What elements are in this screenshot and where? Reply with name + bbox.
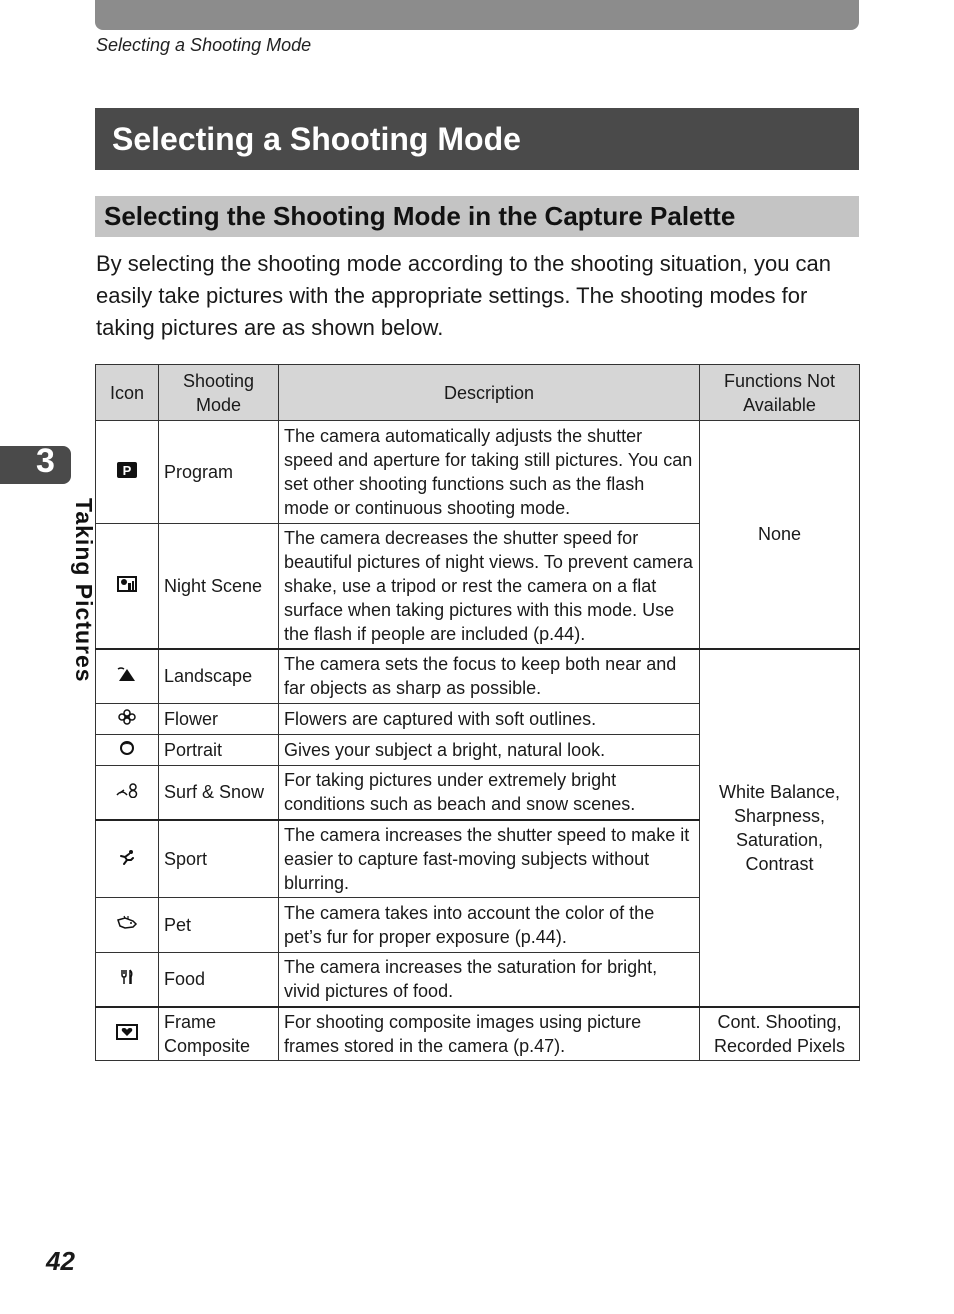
functions-not-available-cell [700,1007,860,1061]
mode-description: For taking pictures under extremely bright conditions such as beach and snow scenes. [279,766,700,820]
section-title-bar [95,196,859,237]
landscape-icon [116,665,138,683]
icon-cell [96,649,159,704]
column-header-description: Description [279,365,700,421]
mode-name: Food [159,953,279,1007]
pet-icon [116,914,138,932]
icon-cell [96,524,159,649]
function-item: Contrast [745,853,814,874]
function-item: Sharpness, [733,805,826,826]
function-item: White Balance, [718,781,841,802]
page-title-bar [95,108,859,170]
functions-not-available-cell [700,649,860,1007]
section-title: Selecting the Shooting Mode in the Capture Palette [104,201,736,231]
mode-description: The camera increases the shutter speed to make it easier to capture fast-moving subjects without blurring. [279,820,700,898]
intro-paragraph: By selecting the shooting mode according to the shooting situation, you can easily take pictures with the appropriate settings. The shooting modes for taking pictures are as shown below. [96,251,832,340]
icon-cell [96,898,159,953]
icon-cell [96,820,159,898]
table-row [96,421,860,524]
page-number: 42 [46,1246,75,1276]
mode-description: The camera sets the focus to keep both near and far objects as sharp as possible. [279,649,700,704]
portrait-icon [116,739,138,757]
function-item: Saturation, [735,829,824,850]
svg-text:P: P [122,463,132,478]
mode-name: Night Scene [159,524,279,649]
icon-cell [96,735,159,766]
mode-name: Surf & Snow [159,766,279,820]
sport-icon [116,848,138,866]
icon-cell [96,766,159,820]
icon-cell [96,1007,159,1061]
column-header-icon: Icon [96,365,159,421]
page-title: Selecting a Shooting Mode [112,120,521,157]
frame-composite-icon [116,1023,138,1041]
mode-name: Pet [159,898,279,953]
column-header-functions-not-available: Functions Not Available [700,365,860,421]
mode-name: Program [159,421,279,524]
mode-description: The camera increases the saturation for bright, vivid pictures of food. [279,953,700,1007]
mode-name-line: Frame [164,1011,217,1032]
icon-cell [96,421,159,524]
function-item: Recorded Pixels [713,1035,846,1056]
functions-not-available-cell: None [700,421,860,649]
mode-description: Flowers are captured with soft outlines. [279,704,700,735]
mode-description: The camera takes into account the color of the pet’s fur for proper exposure (p.44). [279,898,700,953]
mode-name [159,1007,279,1061]
chapter-number: 3 [36,442,55,480]
mode-name: Portrait [159,735,279,766]
flower-icon [116,708,138,726]
column-header-shooting-mode: Shooting Mode [159,365,279,421]
running-header: Selecting a Shooting Mode [96,35,312,55]
program-icon [116,461,138,479]
function-item: Cont. Shooting, [717,1011,842,1032]
mode-description: The camera decreases the shutter speed for beautiful pictures of night views. To prevent camera shake, use a tripod or rest the camera on a flat surface when taking pictures with this mode. Use the flash if people are included (p.44). [279,524,700,649]
icon-cell [96,704,159,735]
mode-name: Flower [159,704,279,735]
mode-description: Gives your subject a bright, natural look. [279,735,700,766]
table-row [96,1007,860,1061]
top-header-bar [95,0,859,30]
shooting-mode-table [95,364,860,1061]
icon-cell [96,953,159,1007]
mode-name: Landscape [159,649,279,704]
mode-description: For shooting composite images using picture frames stored in the camera (p.47). [279,1007,700,1061]
surf-snow-icon [116,781,138,799]
night-scene-icon [116,575,138,593]
mode-name: Sport [159,820,279,898]
food-icon [116,968,138,986]
table-row [96,649,860,704]
mode-name-line: Composite [164,1035,251,1056]
mode-description: The camera automatically adjusts the shutter speed and aperture for taking still pictures. You can set other shooting functions such as the flash mode or continuous shooting mode. [279,421,700,524]
table-header-row [96,365,860,421]
chapter-label: Taking Pictures [71,498,97,683]
